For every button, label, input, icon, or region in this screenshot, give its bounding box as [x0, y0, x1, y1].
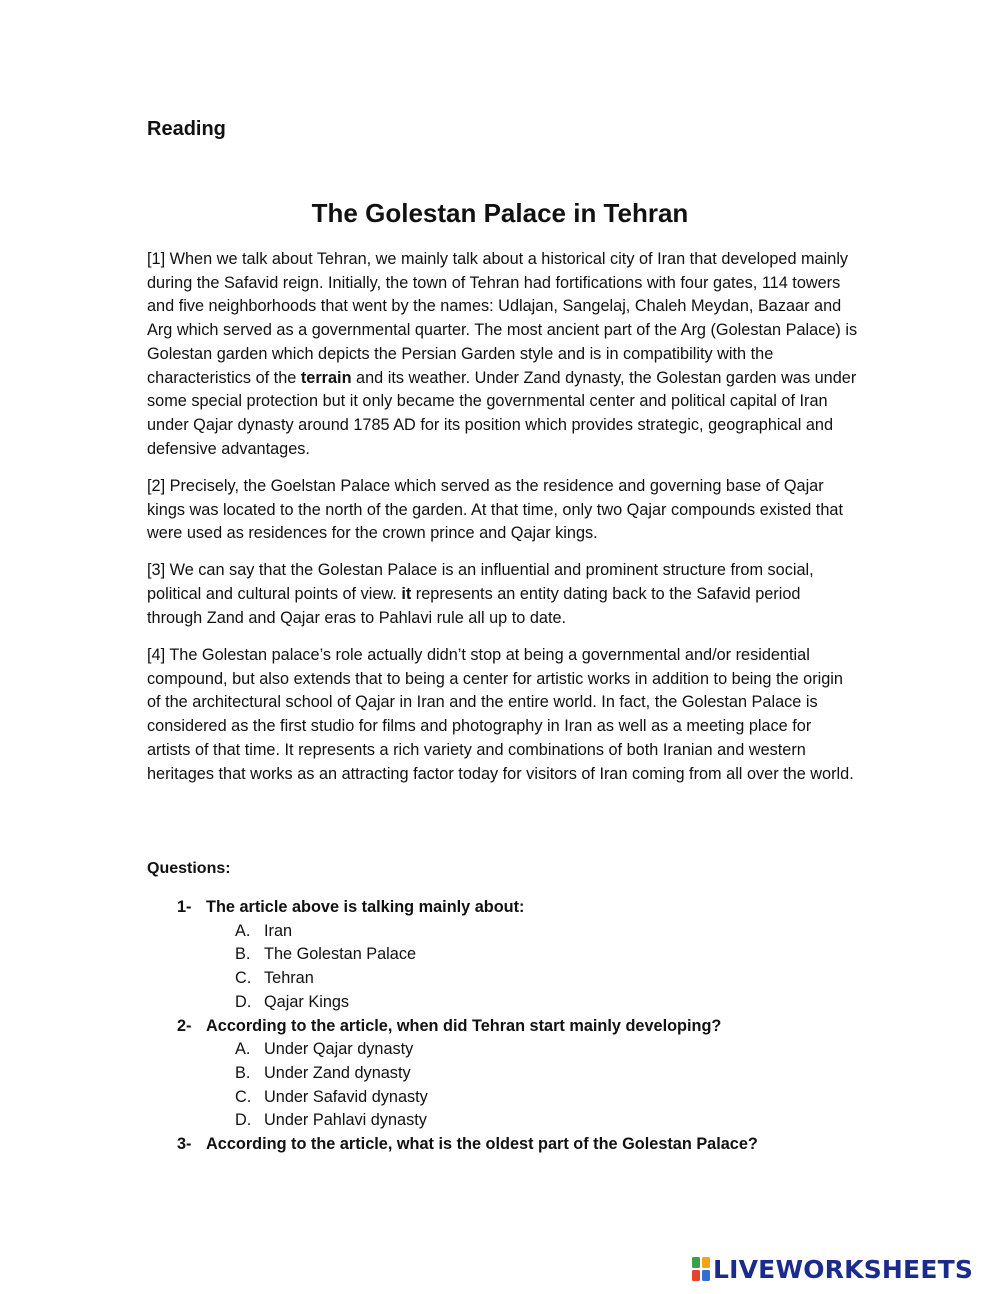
answer-option[interactable]	[235, 1062, 877, 1086]
answer-option[interactable]	[235, 991, 877, 1015]
question-text: According to the article, what is the oldest part of the Golestan Palace?	[206, 1135, 758, 1154]
text-run: and its weather. Under Zand dynasty, the Golestan garden was under some special protection but it only became the governmental center and political capital of Iran under Qajar dynasty around 1785 AD for its position which provides strategic, geographical and defensive advantages.	[147, 368, 857, 458]
question-number: 1-	[177, 898, 192, 916]
text-run: [1] When we talk about Tehran, we mainly talk about a historical city of Iran that developed mainly during the Safavid reign. Initially, the town of Tehran had fortifications with four gates, 114 towers and five neighborhoods that went by the names: Udlajan, Sangelaj, Chaleh Meydan, Bazaar and Arg which served as a governmental quarter. The most ancient part of the Arg (Golestan Palace) is Golestan garden which depicts the Persian Garden style and is in compatibility with the characteristics of the	[147, 250, 858, 387]
questions-list	[177, 896, 877, 1157]
question-item	[177, 1133, 877, 1157]
article-paragraph	[147, 644, 859, 786]
answer-options	[177, 1038, 877, 1133]
liveworksheets-logo	[692, 1254, 973, 1284]
option-text: Under Qajar dynasty	[264, 1040, 414, 1059]
option-letter: A.	[235, 1040, 251, 1059]
question-row	[177, 1133, 877, 1157]
option-letter: C.	[235, 969, 252, 988]
article-paragraph	[147, 475, 859, 546]
option-letter: D.	[235, 992, 252, 1011]
question-row	[177, 896, 877, 920]
option-letter: C.	[235, 1087, 252, 1106]
option-text: Tehran	[264, 969, 314, 988]
option-text: The Golestan Palace	[264, 945, 417, 964]
bold-text-run: terrain	[300, 368, 352, 387]
text-run: [2] Precisely, the Goelstan Palace which served as the residence and governing base of Qajar kings was located to the north of the garden. At that time, only two Qajar compounds existed that were used as residences for the crown prince and Qajar kings.	[147, 476, 843, 543]
article-paragraph	[147, 248, 859, 461]
bold-text-run: it	[401, 585, 412, 604]
option-letter: D.	[235, 1111, 252, 1130]
liveworksheets-wordmark: LIVEWORKSHEETS	[713, 1254, 974, 1284]
option-letter: B.	[235, 945, 251, 964]
answer-option[interactable]	[235, 1086, 877, 1110]
article-title: The Golestan Palace in Tehran	[311, 198, 689, 228]
text-run: represents an entity dating back to the Safavid period through Zand and Qajar eras to Pahlavi rule all up to date.	[147, 585, 801, 627]
section-label: Reading	[147, 118, 226, 140]
option-letter: B.	[235, 1063, 251, 1082]
text-run: [4] The Golestan palace’s role actually didn’t stop at being a governmental and/or residential compound, but also extends that to being a center for artistic works in addition to being the origin of the architectural school of Qajar in Iran and the entire world. In fact, the Golestan Palace is considered as the first studio for films and photography in Iran as well as a meeting place for artists of that time. It represents a rich variety and combinations of both Iranian and western heritages that works as an attracting factor today for visitors of Iran coming from all over the world.	[147, 646, 854, 783]
liveworksheets-mark-icon	[692, 1257, 710, 1281]
text-run: [3] We can say that the Golestan Palace is an influential and prominent structure from social, political and cultural points of view.	[147, 561, 814, 604]
option-letter: A.	[235, 921, 251, 940]
question-text: The article above is talking mainly about:	[206, 898, 525, 916]
answer-option[interactable]	[235, 943, 877, 967]
option-text: Qajar Kings	[264, 992, 350, 1011]
option-text: Iran	[264, 921, 293, 940]
question-item	[177, 896, 877, 1015]
questions-heading: Questions:	[147, 860, 231, 877]
answer-option[interactable]	[235, 1038, 877, 1062]
question-text: According to the article, when did Tehran start mainly developing?	[206, 1016, 722, 1035]
question-number: 3-	[177, 1135, 192, 1154]
answer-option[interactable]	[235, 920, 877, 944]
option-text: Under Safavid dynasty	[264, 1087, 428, 1106]
article-body	[147, 248, 859, 800]
answer-option[interactable]	[235, 1109, 877, 1133]
option-text: Under Zand dynasty	[264, 1063, 411, 1082]
answer-option[interactable]	[235, 967, 877, 991]
answer-options	[177, 920, 877, 1015]
option-text: Under Pahlavi dynasty	[264, 1111, 427, 1130]
question-row	[177, 1015, 877, 1039]
question-number: 2-	[177, 1016, 192, 1035]
question-item	[177, 1015, 877, 1134]
article-paragraph	[147, 559, 859, 630]
